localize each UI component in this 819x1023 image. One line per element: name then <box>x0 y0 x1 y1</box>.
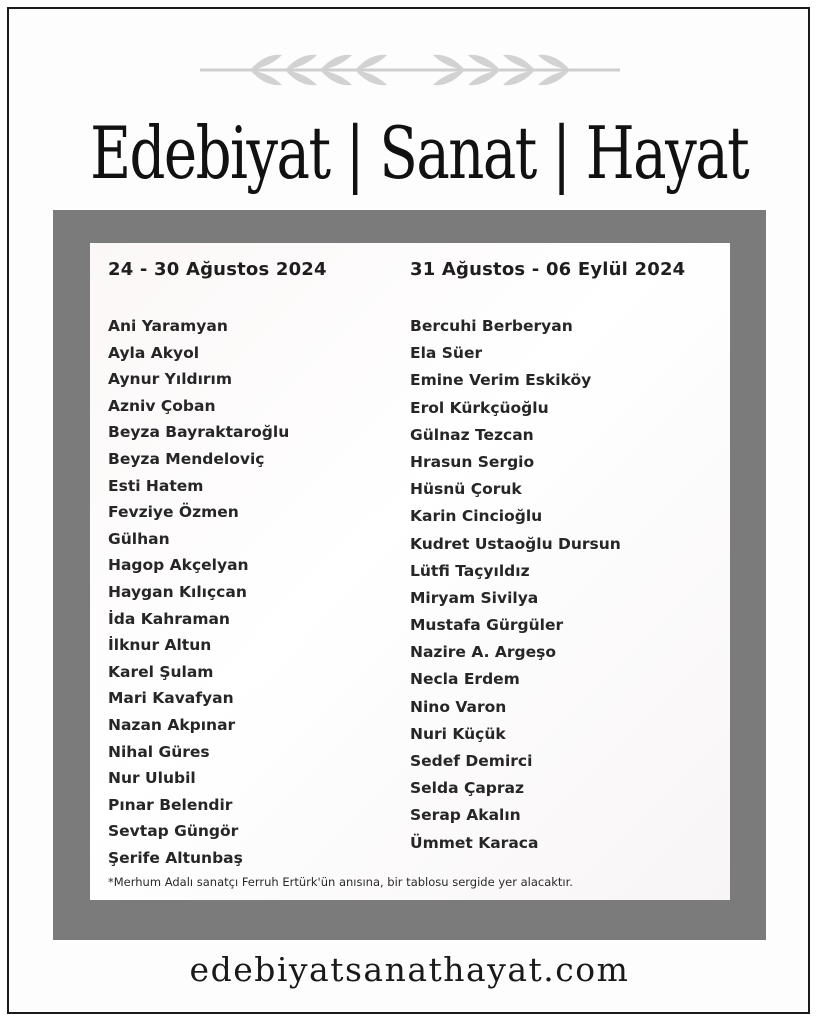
week-2-heading: 31 Ağustos - 06 Eylül 2024 <box>410 259 686 280</box>
artist-name: Emine Verim Eskiköy <box>410 371 592 390</box>
artist-name: Mari Kavafyan <box>108 689 234 708</box>
artist-name: Kudret Ustaoğlu Dursun <box>410 534 621 553</box>
artist-name: Mustafa Gürgüler <box>410 616 564 635</box>
artist-name: Ela Süer <box>410 344 483 363</box>
artist-name: Nazan Akpınar <box>108 715 236 734</box>
artist-name: Karel Şulam <box>108 662 214 681</box>
website-url[interactable]: edebiyatsanathayat.com <box>189 950 630 989</box>
artist-name: Beyza Mendeloviç <box>108 449 265 468</box>
artist-name: Miryam Sivilya <box>410 588 539 607</box>
artist-name: Sevtap Güngör <box>108 822 239 841</box>
artist-name: Gülhan <box>108 529 170 548</box>
artist-name: Karin Cincioğlu <box>410 507 543 526</box>
site-title: Edebiyat | Sanat | Hayat <box>90 111 749 195</box>
week-1-heading: 24 - 30 Ağustos 2024 <box>108 259 327 280</box>
laurel-branch-icon <box>190 45 630 95</box>
artist-name: İda Kahraman <box>108 609 230 628</box>
week-1-artist-list <box>108 315 289 873</box>
artist-name: Ümmet Karaca <box>410 833 539 852</box>
artist-name: Beyza Bayraktaroğlu <box>108 423 290 442</box>
artist-name: Lütfi Taçyıldız <box>410 561 530 580</box>
exhibition-notice <box>90 243 730 900</box>
artist-name: Nur Ulubil <box>108 769 196 788</box>
artist-name: Gülnaz Tezcan <box>410 425 534 444</box>
artist-name: Şerife Altunbaş <box>108 848 243 867</box>
artist-name: Aynur Yıldırım <box>108 370 233 389</box>
artist-name: Azniv Çoban <box>108 396 216 415</box>
artist-name: Fevziye Özmen <box>108 503 239 522</box>
artist-name: Erol Kürkçüoğlu <box>410 398 549 417</box>
artist-name: Ayla Akyol <box>108 343 200 362</box>
artist-name: İlknur Altun <box>108 636 212 655</box>
artist-name: Esti Hatem <box>108 476 204 495</box>
artist-name: Nuri Küçük <box>410 724 506 743</box>
artist-name: Haygan Kılıçcan <box>108 582 247 601</box>
week-2-artist-list <box>410 315 621 859</box>
artist-name: Pınar Belendir <box>108 795 233 814</box>
artist-name: Hrasun Sergio <box>410 452 535 471</box>
artist-name: Nihal Güres <box>108 742 210 761</box>
artist-name: Selda Çapraz <box>410 779 524 798</box>
artist-name: Sedef Demirci <box>410 752 533 770</box>
artist-name: Ani Yaramyan <box>108 317 228 335</box>
artist-name: Hüsnü Çoruk <box>410 480 522 499</box>
memorial-footnote: *Merhum Adalı sanatçı Ferruh Ertürk'ün anısına, bir tablosu sergide yer alacaktır. <box>108 875 573 889</box>
artist-name: Bercuhi Berberyan <box>410 317 573 335</box>
artist-name: Serap Akalın <box>410 806 521 825</box>
artist-name: Hagop Akçelyan <box>108 556 249 575</box>
artist-name: Necla Erdem <box>410 670 520 689</box>
artist-name: Nazire A. Argeşo <box>410 643 557 662</box>
artist-name: Nino Varon <box>410 697 507 716</box>
